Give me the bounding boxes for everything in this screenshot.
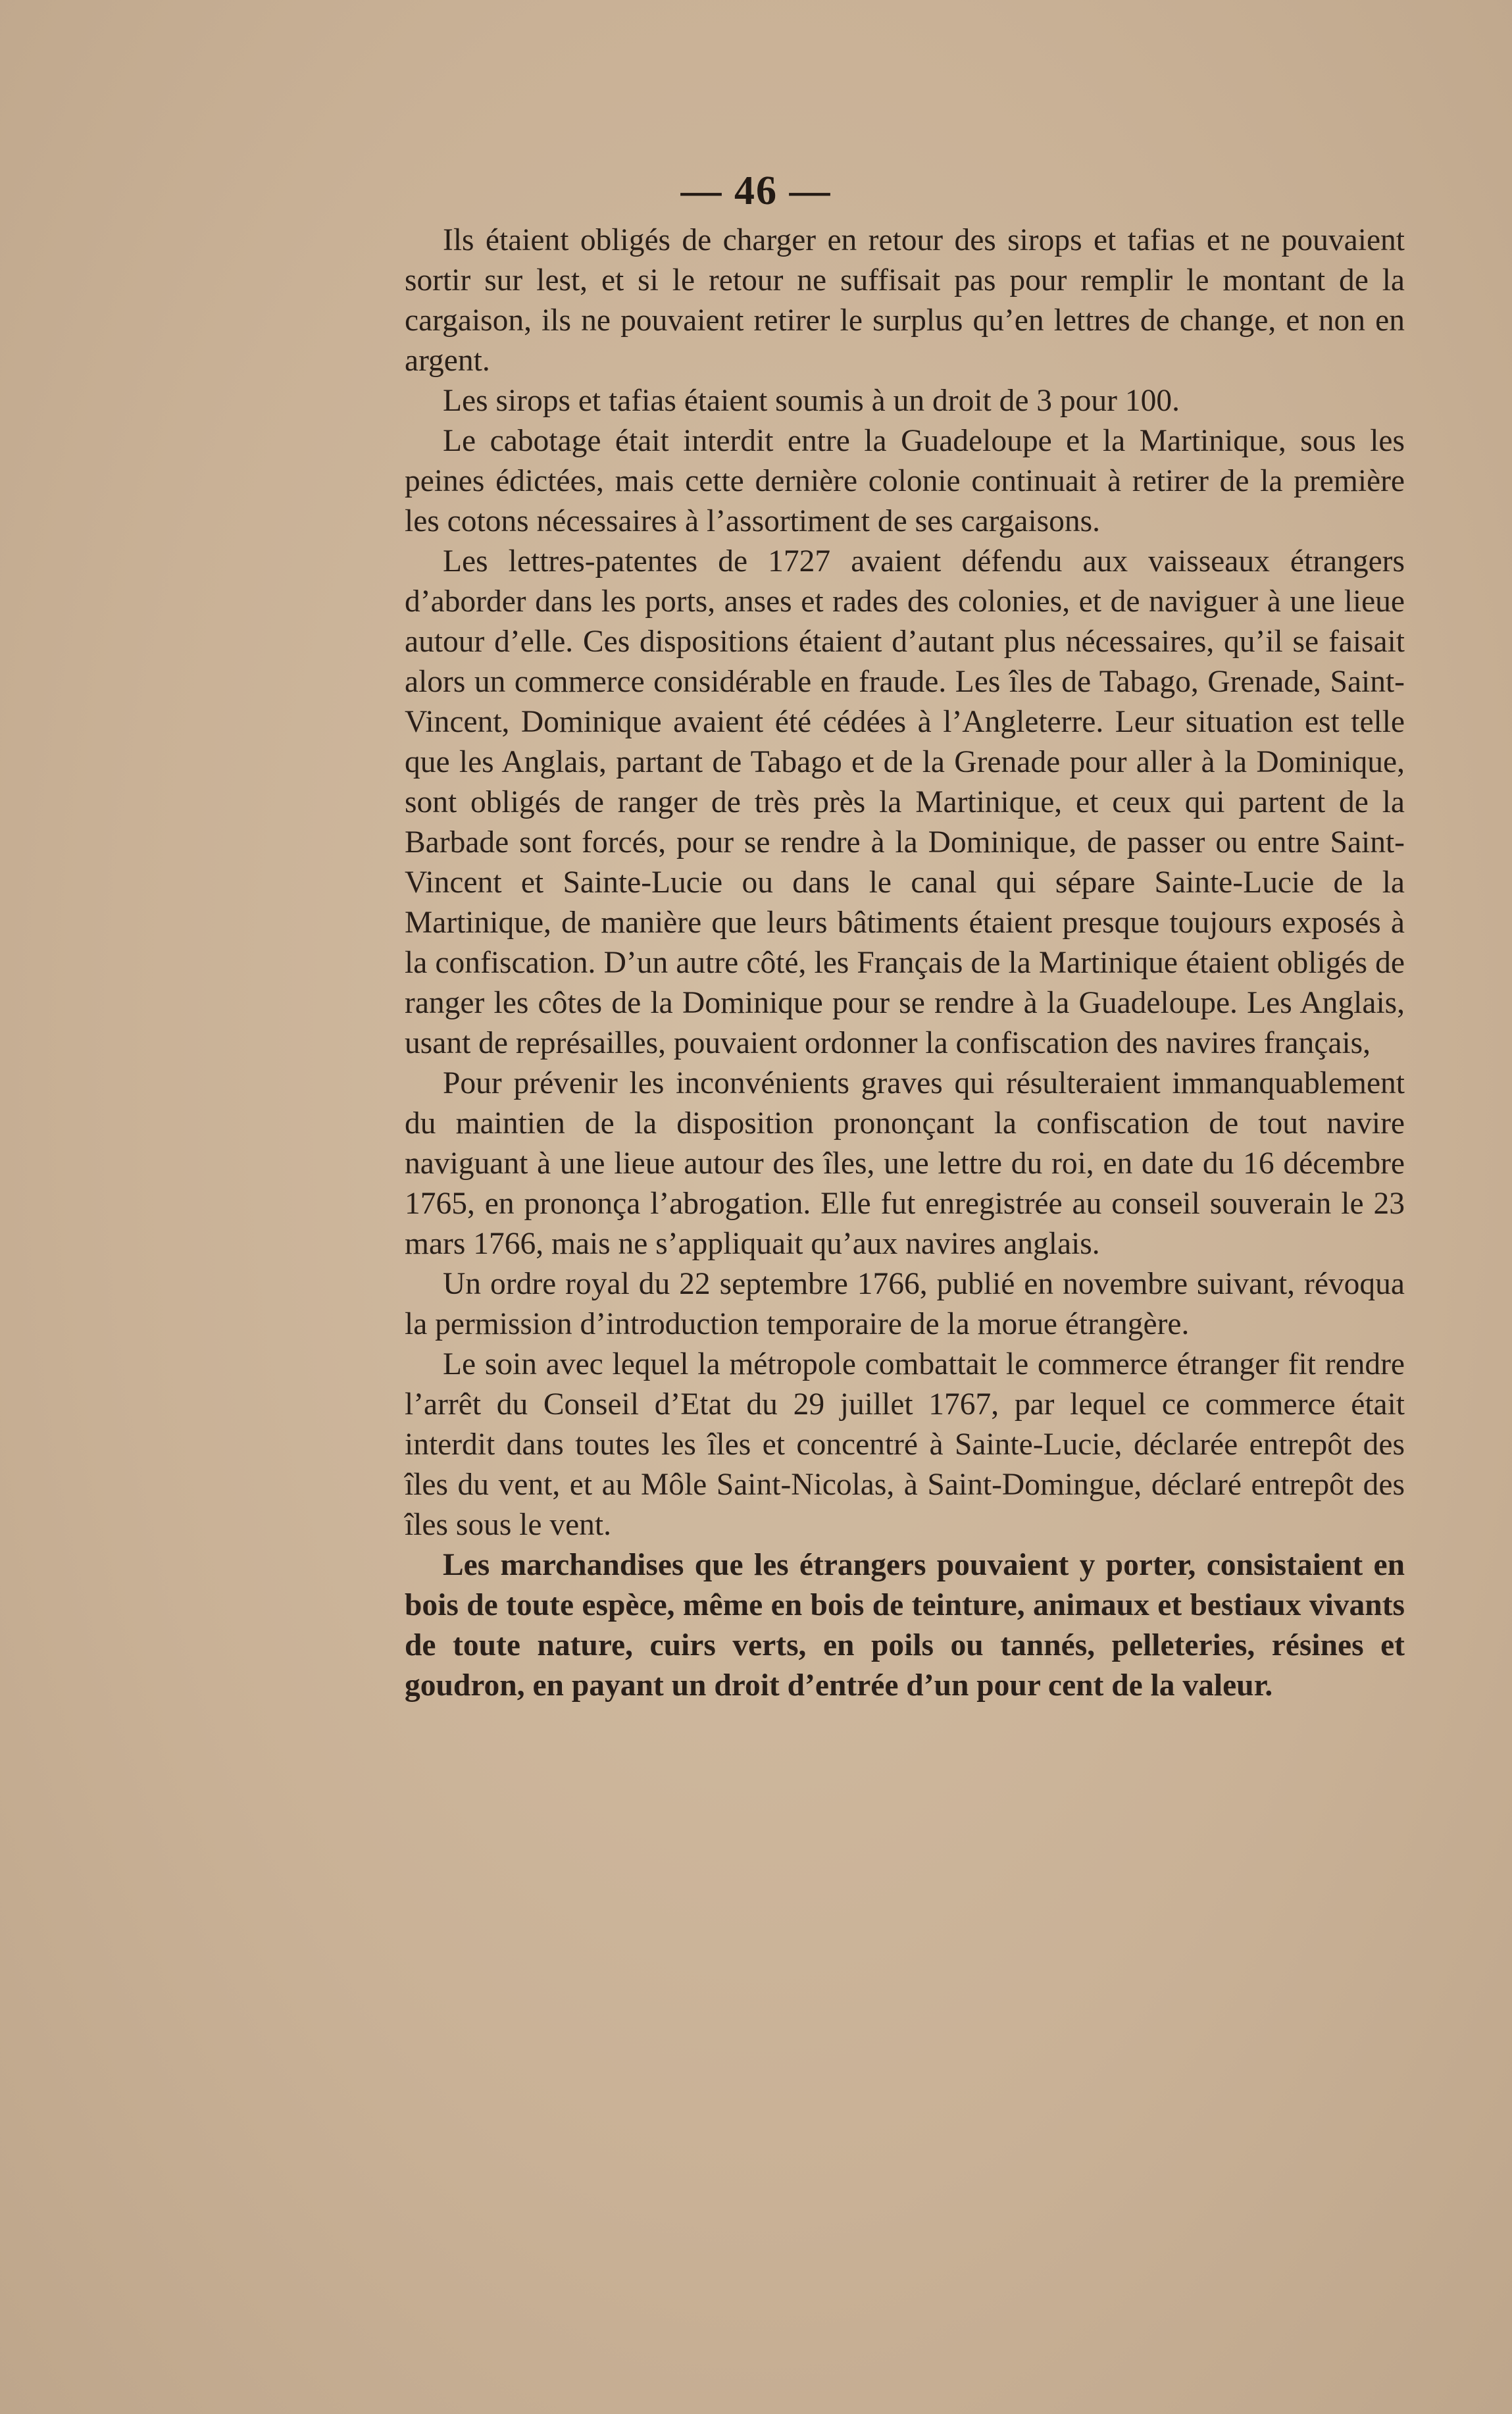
paragraph-7: Le soin avec lequel la métropole combattait le commerce étranger fit rendre l’arrêt du Conseil d’Etat du 29 juillet 1767, par lequel ce commerce était interdit dans toutes les îles et concentré à Sainte-Lucie, déclarée entrepôt des îles du vent, et au Môle Saint-Nicolas, à Saint-Domingue, déclaré entrepôt des îles sous le vent.	[405, 1347, 1405, 1542]
paragraph-2: Les sirops et tafias étaient soumis à un droit de 3 pour 100.	[443, 384, 1180, 418]
paragraph-5: Pour prévenir les inconvénients graves qui résulteraient immanquablement du maintien de la disposition prononçant la confiscation de tout navire naviguant à une lieue autour des îles, une lettre du roi, en date du 16 décembre 1765, en prononça l’abrogation. Elle fut enregistrée au conseil souverain le 23 mars 1766, mais ne s’appliquait qu’aux navires anglais.	[405, 1066, 1405, 1261]
paragraph-8: Les marchandises que les étrangers pouvaient y porter, consistaient en bois de toute espèce, même en bois de teinture, animaux et bestiaux vivants de toute nature, cuirs verts, en poils ou tannés, pelleteries, résines et goudron, en payant un droit d’entrée d’un pour cent de la valeur.	[405, 1548, 1405, 1703]
body-text	[405, 220, 1405, 1706]
page-number: — 46 —	[680, 168, 832, 213]
paragraph-1: Ils étaient obligés de charger en retour des sirops et tafias et ne pouvaient sortir sur lest, et si le retour ne suffisait pas pour remplir le montant de la cargaison, ils ne pouvaient retirer le surplus qu’en lettres de change, et non en argent.	[405, 223, 1405, 378]
paragraph-6: Un ordre royal du 22 septembre 1766, publié en novembre suivant, révoqua la permission d’introduction temporaire de la morue étrangère.	[405, 1267, 1405, 1341]
paragraph-4: Les lettres-patentes de 1727 avaient défendu aux vaisseaux étrangers d’aborder dans les ports, anses et rades des colonies, et de naviguer à une lieue autour d’elle. Ces dispositions étaient d’autant plus nécessaires, qu’il se faisait alors un commerce considérable en fraude. Les îles de Tabago, Grenade, Saint-Vincent, Dominique avaient été cédées à l’Angleterre. Leur situation est telle que les Anglais, partant de Tabago et de la Grenade pour aller à la Dominique, sont obligés de ranger de très près la Martinique, et ceux qui partent de la Barbade sont forcés, pour se rendre à la Dominique, de passer ou entre Saint-Vincent et Sainte-Lucie ou dans le canal qui sépare Sainte-Lucie de la Martinique, de manière que leurs bâtiments étaient presque toujours exposés à la confiscation. D’un autre côté, les Français de la Martinique étaient obligés de ranger les côtes de la Dominique pour se rendre à la Guadeloupe. Les Anglais, usant de représailles, pouvaient ordonner la confiscation des navires français,	[405, 544, 1405, 1060]
paragraph-3: Le cabotage était interdit entre la Guadeloupe et la Martinique, sous les peines édictées, mais cette dernière colonie continuait à retirer de la première les cotons nécessaires à l’assortiment de ses cargaisons.	[405, 424, 1405, 538]
